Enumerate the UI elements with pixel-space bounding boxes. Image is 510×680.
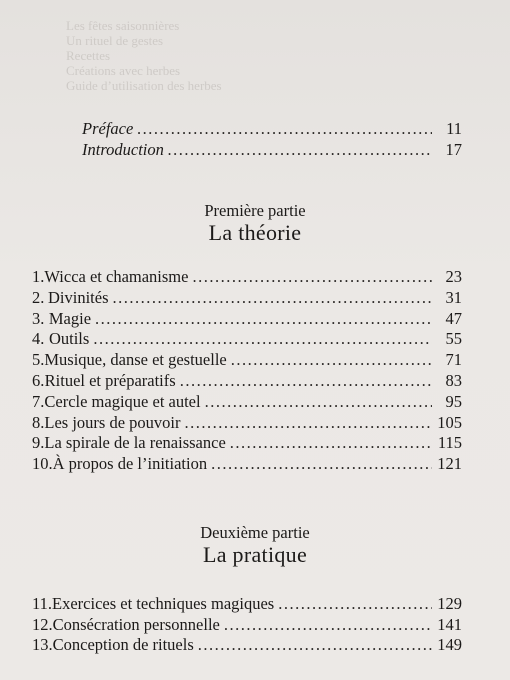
chapter-page-number: 23 [445,267,462,286]
chapter-title: Rituel et préparatifs [44,371,176,390]
chapter-page-number: 115 [437,433,462,453]
dot-leader [224,615,432,635]
dot-leader [168,140,432,160]
toc-entry-title: Introduction [82,140,164,159]
dot-leader [211,454,432,474]
toc-chapter-row[interactable] [32,288,462,308]
dot-leader [231,350,432,370]
toc-chapter-row[interactable] [32,267,462,287]
chapter-title: Exercices et techniques magiques [52,594,275,613]
toc-chapter-row[interactable] [32,454,462,474]
ghost-line: Créations avec herbes [66,63,181,78]
toc-page-number: 17 [445,140,462,159]
chapter-number: 8. [32,412,45,432]
ghost-line: Recettes [66,48,111,63]
chapter-page-number: 95 [445,391,462,411]
chapter-title: Conception de rituels [52,635,194,654]
dot-leader [198,635,432,655]
chapter-number: 1. [32,267,45,286]
dot-leader [230,433,432,453]
dot-leader [93,329,432,349]
chapter-number: 13. [32,635,53,654]
chapter-number: 6. [32,371,45,390]
toc-chapter-row[interactable] [32,433,462,453]
chapter-title: Divinités [48,287,109,307]
toc-chapter-row[interactable] [32,309,462,329]
chapter-page-number: 129 [437,594,462,613]
chapter-title: Consécration personnelle [52,614,220,634]
part-title: La pratique [202,542,308,567]
dot-leader [137,119,432,139]
part-label: Deuxième partie [200,523,310,542]
dot-leader [95,309,432,329]
chapter-title: Musique, danse et gestuelle [44,350,227,370]
chapter-page-number: 149 [437,635,462,654]
ghost-line: Guide d’utilisation des herbes [66,78,222,93]
chapter-number: 11. [32,594,53,613]
chapter-number: 3. [32,308,45,328]
part-label: Première partie [204,201,306,220]
chapter-number: 2. [32,287,45,307]
dot-leader [185,413,433,433]
dot-leader [205,392,432,412]
dot-leader [113,288,433,308]
toc-chapter-row[interactable] [32,635,462,655]
toc-chapter-row[interactable] [32,350,462,370]
chapter-title: Wicca et chamanisme [44,267,189,286]
chapter-number: 10. [32,454,53,474]
chapter-page-number: 121 [437,454,462,474]
dot-leader [192,267,432,287]
toc-page-number: 11 [446,119,462,138]
dot-leader [180,371,432,391]
toc-chapter-row[interactable] [32,615,462,635]
chapter-number: 4. [32,329,45,349]
toc-chapter-row[interactable] [32,392,462,412]
chapter-title: Outils [48,329,90,349]
chapter-page-number: 83 [445,371,462,390]
chapter-number: 12. [32,614,53,634]
chapter-number: 5. [32,350,45,370]
ghost-line: Les fêtes saisonnières [66,18,180,33]
toc-chapter-row[interactable] [32,371,462,391]
chapter-page-number: 105 [437,412,462,432]
chapter-number: 9. [32,433,45,453]
toc-entry-title: Préface [82,119,134,138]
toc-chapter-row[interactable] [32,594,462,614]
chapter-title: À propos de l’initiation [52,454,208,474]
chapter-title: Les jours de pouvoir [44,412,181,432]
dot-leader [278,594,432,614]
chapter-page-number: 141 [437,614,462,634]
chapter-page-number: 47 [445,308,462,328]
part-title: La théorie [208,220,302,245]
chapter-title: Magie [48,308,92,328]
chapter-title: Cercle magique et autel [44,391,201,411]
chapter-page-number: 31 [445,287,462,307]
toc-chapter-row[interactable] [32,413,462,433]
chapter-page-number: 55 [445,329,462,349]
ghost-line: Un rituel de gestes [66,33,164,48]
chapter-title: La spirale de la renaissance [44,433,226,453]
chapter-page-number: 71 [445,350,462,370]
toc-chapter-row[interactable] [32,329,462,349]
toc-entry-preface[interactable] [82,119,462,139]
toc-entry-introduction[interactable] [82,140,462,160]
bleed-through-text [60,0,490,93]
chapter-number: 7. [32,391,45,411]
